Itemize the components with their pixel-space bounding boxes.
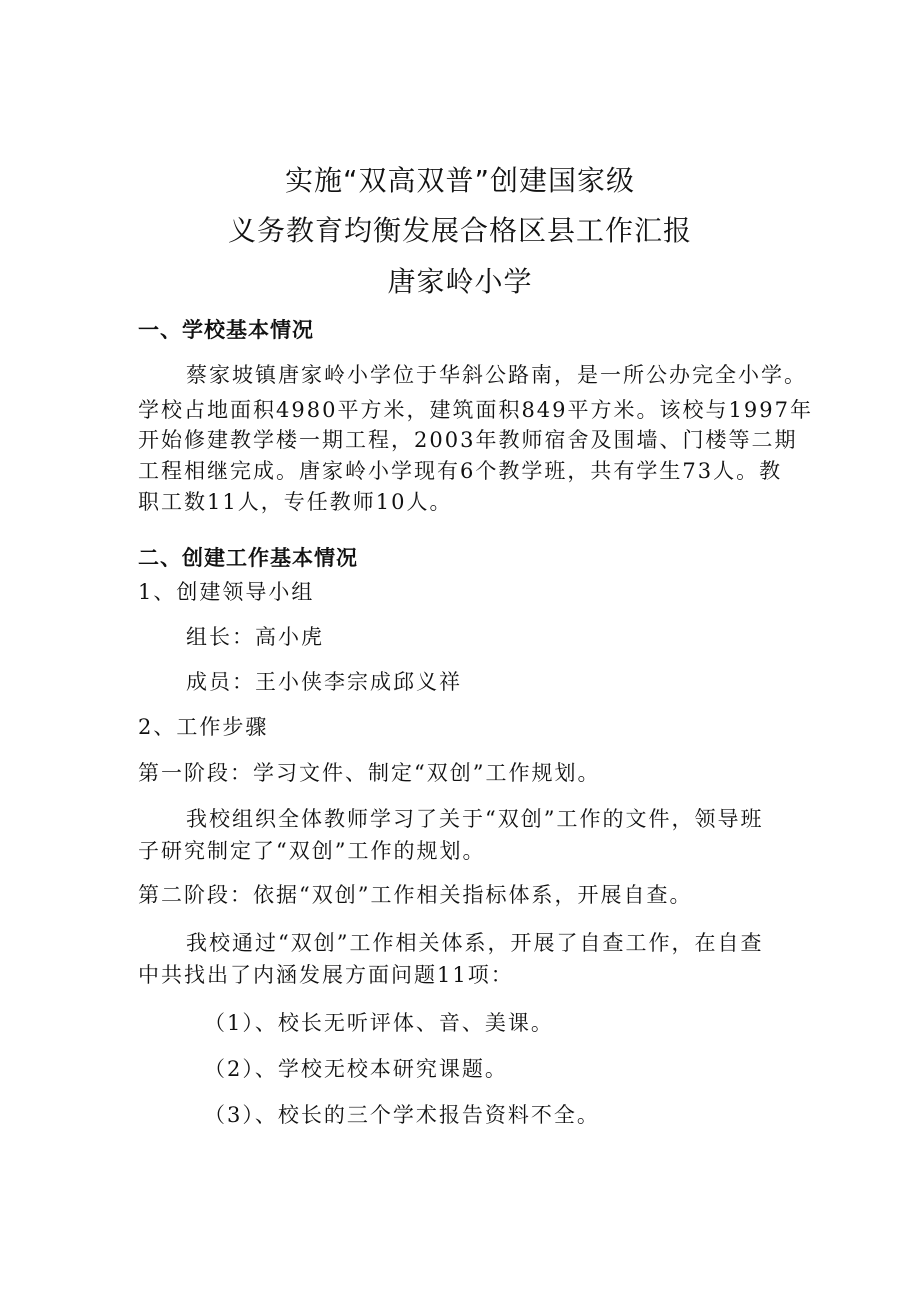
title-line-1: 实施“双高双普”创建国家级 xyxy=(284,164,635,197)
section-1-heading: 一、学校基本情况 xyxy=(138,317,314,342)
leader-line: 组长：高小虎 xyxy=(186,625,324,649)
section-1-paragraph-line: 蔡家坡镇唐家岭小学位于华斜公路南，是一所公办完全小学。 xyxy=(186,363,807,387)
section-1-paragraph-line: 学校占地面积4980平方米，建筑面积849平方米。该校与1997年 xyxy=(138,398,813,422)
issue-item: （1）、校长无听评体、音、美课。 xyxy=(204,1011,554,1035)
members-line: 成员：王小侠李宗成邱义祥 xyxy=(186,670,462,694)
stage-1-paragraph-line: 子研究制定了“双创”工作的规划。 xyxy=(138,839,486,863)
title-line-3: 唐家岭小学 xyxy=(387,265,533,298)
section-2-heading: 二、创建工作基本情况 xyxy=(138,545,358,570)
stage-2-title: 第二阶段：依据“双创”工作相关指标体系，开展自查。 xyxy=(138,883,693,907)
title-line-2: 义务教育均衡发展合格区县工作汇报 xyxy=(227,214,692,247)
stage-1-paragraph-line: 我校组织全体教师学习了关于“双创”工作的文件，领导班 xyxy=(186,807,764,831)
stage-2-paragraph-line: 中共找出了内涵发展方面问题11项： xyxy=(138,963,514,987)
stage-2-paragraph-line: 我校通过“双创”工作相关体系，开展了自查工作，在自查 xyxy=(186,931,764,955)
stage-1-title: 第一阶段：学习文件、制定“双创”工作规划。 xyxy=(138,761,601,785)
section-1-paragraph-line: 开始修建教学楼一期工程，2003年教师宿舍及围墙、门楼等二期 xyxy=(138,428,798,452)
section-1-paragraph-line: 工程相继完成。唐家岭小学现有6个教学班，共有学生73人。教 xyxy=(138,459,783,483)
subheading-leadership-group: 1、创建领导小组 xyxy=(138,580,315,604)
section-1-paragraph-line: 职工数11人，专任教师10人。 xyxy=(138,490,453,514)
subheading-work-steps: 2、工作步骤 xyxy=(138,715,269,739)
issue-item: （2）、学校无校本研究课题。 xyxy=(204,1057,508,1081)
issue-item: （3）、校长的三个学术报告资料不全。 xyxy=(204,1103,600,1127)
